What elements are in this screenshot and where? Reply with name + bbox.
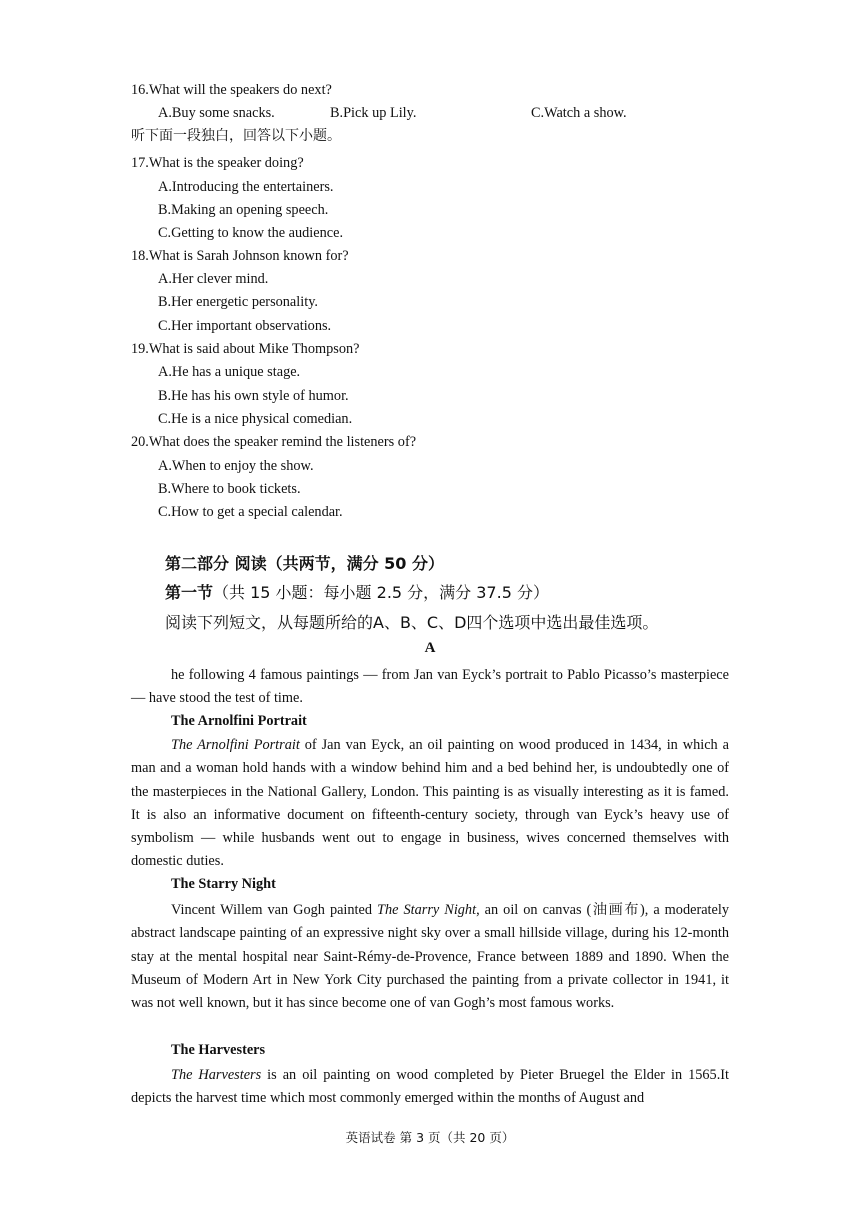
section-one-prefix: 第一节 (165, 583, 214, 602)
question-18-option-b: B.Her energetic personality. (158, 294, 318, 310)
question-20-stem: 20.What does the speaker remind the listeners of? (131, 434, 417, 450)
starry-night-lead: Vincent Willem van Gogh painted (171, 902, 378, 918)
section-one-heading (165, 580, 549, 603)
question-18-option-c: C.Her important observations. (158, 318, 332, 334)
question-18-stem: 18.What is Sarah Johnson known for? (131, 248, 349, 264)
question-18-option-a: A.Her clever mind. (158, 271, 269, 287)
question-17-stem: 17.What is the speaker doing? (131, 155, 304, 171)
starry-night-italic-title: The Starry Night (377, 902, 477, 918)
harvesters-text: is an oil painting on wood completed by Pieter Bruegel the Elder in 1565.It depicts the harvest time which most commonly emerged within the months of August and (131, 1067, 730, 1107)
question-16-option-a: A.Buy some snacks. (158, 105, 275, 121)
arnolfini-paragraph (131, 734, 729, 874)
arnolfini-italic-title: The Arnolfini Portrait (171, 737, 300, 753)
question-17-option-c: C.Getting to know the audience. (158, 225, 344, 241)
passage-label: A (424, 640, 436, 656)
starry-night-title: The Starry Night (171, 876, 276, 892)
question-16-stem: 16.What will the speakers do next? (131, 82, 332, 98)
question-19-stem: 19.What is said about Mike Thompson? (131, 341, 360, 357)
question-19-option-b: B.He has his own style of humor. (158, 388, 349, 404)
question-16-option-c: C.Watch a show. (531, 105, 627, 121)
harvesters-title: The Harvesters (171, 1042, 266, 1058)
question-17-option-a: A.Introducing the entertainers. (158, 179, 334, 195)
harvesters-paragraph (131, 1064, 729, 1111)
passage-intro: he following 4 famous paintings — from Jan van Eyck’s portrait to Pablo Picasso’s masterpiece — have stood the test of time. (131, 667, 729, 707)
question-20-option-a: A.When to enjoy the show. (158, 458, 314, 474)
arnolfini-title: The Arnolfini Portrait (171, 713, 307, 729)
page-footer: 英语试卷 第 3 页（共 20 页） (345, 1130, 515, 1145)
question-20-option-c: C.How to get a special calendar. (158, 504, 343, 520)
starry-night-paragraph (131, 899, 729, 1015)
question-19-option-c: C.He is a nice physical comedian. (158, 411, 353, 427)
starry-night-text: , an oil on canvas (油画布), a moderately abstract landscape painting of an expressive night sky over a small hillside village, during his 12-month stay at the mental hospital near Saint-Rémy-de-Provence, France between 1889 and 1890. When the Museum of Modern Art in New York City purchased the painting from a private collector in 1941, it was not well known, but it has since become one of van Gogh’s most famous works. (131, 902, 729, 1012)
reading-instruction: 阅读下列短文，从每题所给的A、B、C、D四个选项中选出最佳选项。 (165, 613, 659, 632)
part-two-heading: 第二部分 阅读（共两节，满分 50 分） (165, 554, 444, 573)
question-19-option-a: A.He has a unique stage. (158, 364, 301, 380)
question-17-option-b: B.Making an opening speech. (158, 202, 329, 218)
section-one-detail: （共 15 小题：每小题 2.5 分，满分 37.5 分） (213, 583, 549, 602)
question-20-option-b: B.Where to book tickets. (158, 481, 301, 497)
question-16-option-b: B.Pick up Lily. (330, 105, 417, 121)
monologue-instruction: 听下面一段独白，回答以下小题。 (131, 128, 341, 144)
arnolfini-text: of Jan van Eyck, an oil painting on wood produced in 1434, in which a man and a woman hold hands with a window behind him and a bed behind her, is undoubtedly one of the masterpieces in the National Gallery, London. This painting is as visually interesting as it is famed. It is also an informative document on fifteenth-century society, through van Eyck’s heavy use of symbolism — while husbands went out to engage in business, wives concerned themselves with domestic duties. (131, 737, 729, 870)
harvesters-italic-title: The Harvesters (171, 1067, 262, 1083)
